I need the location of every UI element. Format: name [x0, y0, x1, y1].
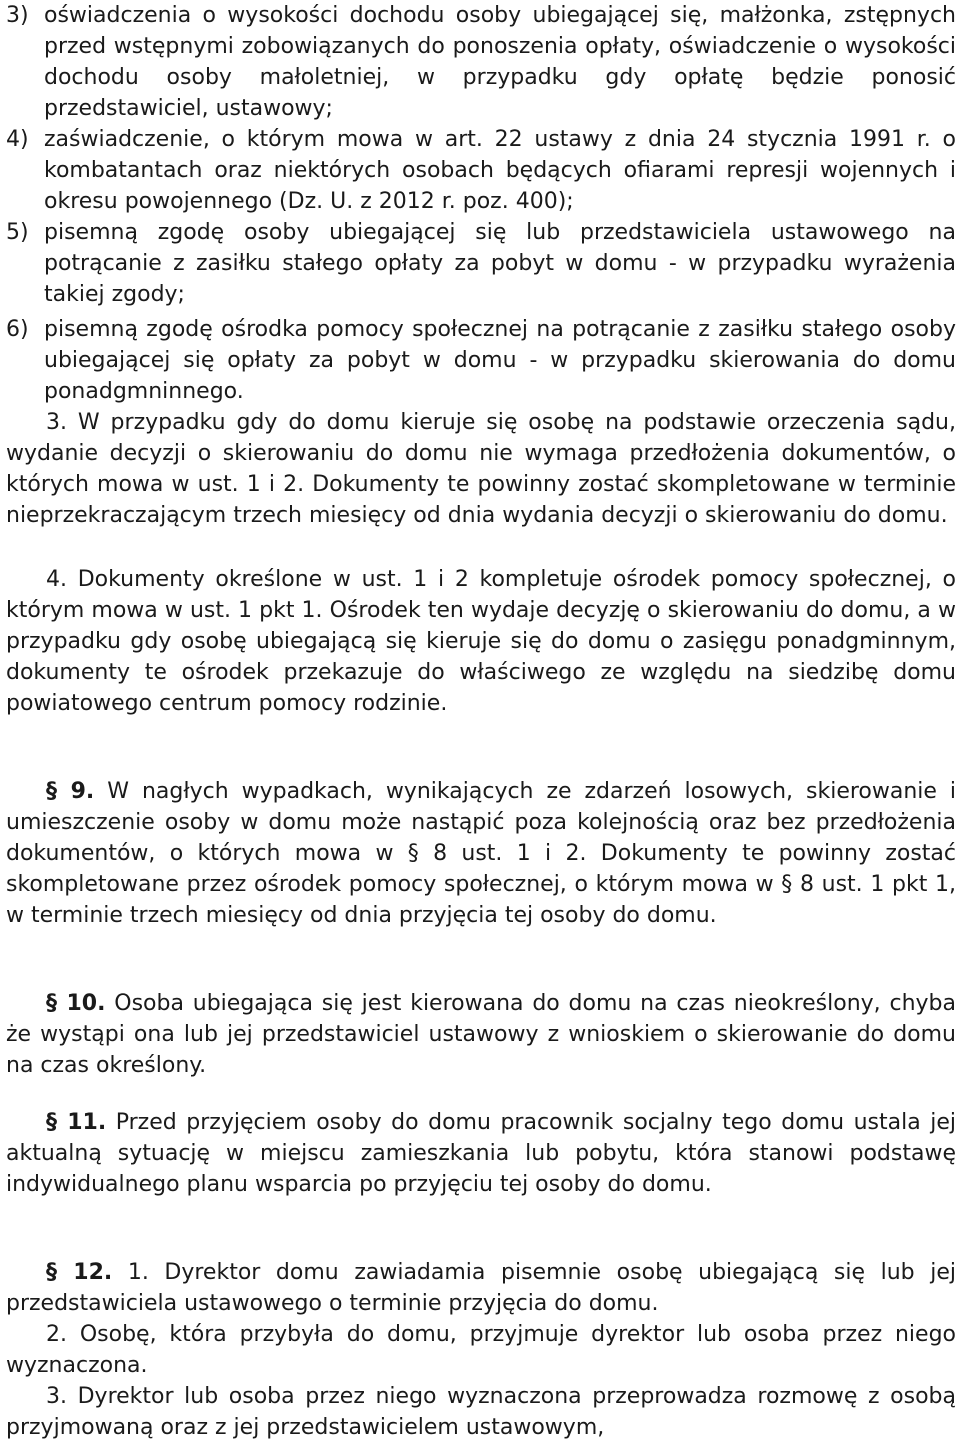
list-item-text: pisemną zgodę osoby ubiegającej się lub przedstawiciela ustawowego na potrącanie z zasiłku stałego opłaty za pobyt w domu - w przypadku wyrażenia takiej zgody; — [44, 220, 956, 307]
list-item-4 — [6, 124, 956, 217]
section-label: § 10. — [46, 991, 106, 1016]
section-12 — [6, 1257, 956, 1319]
section-11 — [6, 1107, 956, 1200]
list-item-3 — [6, 0, 956, 124]
list-item-number: 5) — [6, 220, 29, 245]
section-label: § 12. — [46, 1260, 113, 1285]
section-label: § 9. — [46, 779, 95, 804]
section-text: Osoba ubiegająca się jest kierowana do domu na czas nieokreślony, chyba że wystąpi ona lub jej przedstawiciel ustawowy z wnioskiem o skierowanie do domu na czas określony. — [6, 991, 956, 1078]
list-item-text: oświadczenia o wysokości dochodu osoby ubiegającej się, małżonka, zstępnych przed wstępnymi zobowiązanych do ponoszenia opłaty, oświadczenie o wysokości dochodu osoby małoletniej, w przypadku gdy opłatę będzie ponosić przedstawiciel, ustawowy; — [44, 3, 956, 121]
list-item-number: 6) — [6, 317, 29, 342]
section-label: § 11. — [46, 1110, 107, 1135]
section-text: 1. Dyrektor domu zawiadamia pisemnie osobę ubiegającą się lub jej przedstawiciela ustawowego o terminie przyjęcia do domu. — [6, 1260, 956, 1316]
section-10 — [6, 988, 956, 1081]
list-item-5 — [6, 217, 956, 310]
paragraph-4: 4. Dokumenty określone w ust. 1 i 2 kompletuje ośrodek pomocy społecznej, o którym mowa w ust. 1 pkt 1. Ośrodek ten wydaje decyzję o skierowaniu do domu, a w przypadku gdy osobę ubiegającą się kieruje się do domu o zasięgu ponadgminnym, dokumenty te ośrodek przekazuje do właściwego ze względu na siedzibę domu powiatowego centrum pomocy rodzinie. — [6, 567, 956, 716]
paragraph-3: 3. W przypadku gdy do domu kieruje się osobę na podstawie orzeczenia sądu, wydanie decyzji o skierowaniu do domu nie wymaga przedłożenia dokumentów, o których mowa w ust. 1 i 2. Dokumenty te powinny zostać skompletowane w terminie nieprzekraczającym trzech miesięcy od dnia wydania decyzji o skierowaniu do domu. — [6, 410, 956, 528]
paragraph-12-2: 2. Osobę, która przybyła do domu, przyjmuje dyrektor lub osoba przez niego wyznaczona. — [6, 1322, 956, 1378]
list-item-text: zaświadczenie, o którym mowa w art. 22 ustawy z dnia 24 stycznia 1991 r. o kombatantach oraz niektórych osobach będących ofiarami represji wojennych i okresu powojennego (Dz. U. z 2012 r. poz. 400); — [44, 127, 956, 214]
paragraph-12-3: 3. Dyrektor lub osoba przez niego wyznaczona przeprowadza rozmowę z osobą przyjmowaną oraz z jej przedstawicielem ustawowym, — [6, 1384, 956, 1440]
section-9 — [6, 776, 956, 931]
section-text: Przed przyjęciem osoby do domu pracownik socjalny tego domu ustala jej aktualną sytuację w miejscu zamieszkania lub pobytu, która stanowi podstawę indywidualnego planu wsparcia po przyjęciu tej osoby do domu. — [6, 1110, 956, 1197]
list-item-text: pisemną zgodę ośrodka pomocy społecznej na potrącanie z zasiłku stałego osoby ubiegającej się opłaty za pobyt w domu - w przypadku skierowania do domu ponadgmninnego. — [44, 317, 956, 404]
list-item-number: 3) — [6, 3, 29, 28]
section-text: W nagłych wypadkach, wynikających ze zdarzeń losowych, skierowanie i umieszczenie osoby w domu może nastąpić poza kolejnością oraz bez przedłożenia dokumentów, o których mowa w § 8 ust. 1 i 2. Dokumenty te powinny zostać skompletowane przez ośrodek pomocy społecznej, o którym mowa w § 8 ust. 1 pkt 1, w terminie trzech miesięcy od dnia przyjęcia tej osoby do domu. — [6, 779, 957, 928]
list-item-number: 4) — [6, 127, 29, 152]
list-item-6 — [6, 314, 956, 407]
